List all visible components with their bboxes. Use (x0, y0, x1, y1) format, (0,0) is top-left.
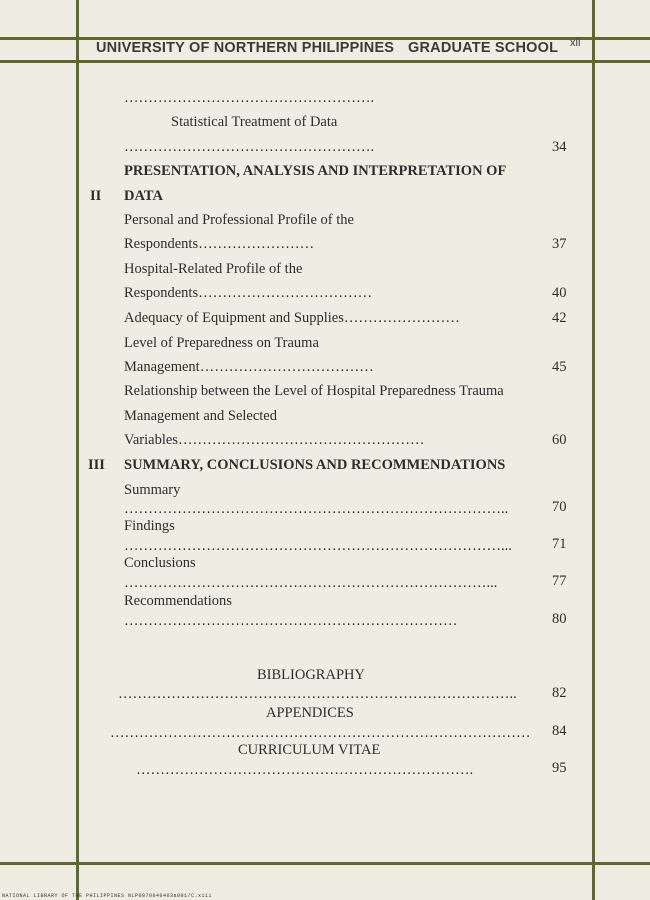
toc-page-number: 40 (552, 285, 567, 301)
toc-entry-hospital-profile-cont: Respondents……………………………… (124, 285, 373, 301)
toc-entry-recommendations: Recommendations (124, 593, 232, 609)
toc-entry-appendices: APPENDICES (266, 705, 354, 721)
school-name: GRADUATE SCHOOL (408, 40, 559, 56)
toc-entry-adequacy: Adequacy of Equipment and Supplies…………………… (124, 310, 460, 326)
toc-entry-bibliography: BIBLIOGRAPHY (257, 667, 365, 683)
page-header (96, 40, 559, 56)
toc-page-number: 77 (552, 573, 567, 589)
chapter-title: SUMMARY, CONCLUSIONS AND RECOMMENDATIONS (124, 457, 506, 473)
toc-entry-statistical-treatment: Statistical Treatment of Data (171, 114, 338, 130)
chapter-numeral: II (90, 188, 102, 204)
scan-stamp: NATIONAL LIBRARY OF THE PHILIPPINES NLP0070040403a001/C.xiii (2, 893, 213, 899)
toc-leader: ……………………………………………………………. (136, 762, 474, 778)
toc-leader: …………………………………………………………………….. (124, 501, 509, 517)
toc-page-number: 37 (552, 236, 567, 252)
toc-entry-summary: Summary (124, 482, 181, 498)
toc-leader: …………………………………………………………………... (124, 575, 498, 591)
toc-page-number: 71 (552, 536, 567, 552)
toc-entry-conclusions: Conclusions (124, 555, 196, 571)
left-border-line (76, 0, 79, 900)
toc-leader: …………………………………………………………… (124, 613, 458, 629)
toc-page-number: 95 (552, 760, 567, 776)
toc-entry-curriculum-vitae: CURRICULUM VITAE (238, 742, 381, 758)
chapter-title: PRESENTATION, ANALYSIS AND INTERPRETATION OF (124, 163, 507, 179)
chapter-title: DATA (124, 188, 163, 204)
toc-leader: ……………………………………………………………………... (124, 538, 512, 554)
toc-leader: ……………………………………………. (124, 90, 375, 106)
university-name: UNIVERSITY OF NORTHERN PHILIPPINES (96, 40, 395, 56)
toc-page-number: 42 (552, 310, 567, 326)
toc-entry-preparedness: Level of Preparedness on Trauma (124, 335, 319, 351)
toc-leader: ……………………………………………………………………….. (118, 686, 517, 702)
toc-leader: ……………………………………………. (124, 139, 375, 155)
toc-page-number: 60 (552, 432, 567, 448)
toc-entry-findings: Findings (124, 518, 175, 534)
page-number: xii (570, 37, 581, 49)
toc-page-number: 34 (552, 139, 567, 155)
toc-entry-relationship-cont: Variables…………………………………………… (124, 432, 425, 448)
toc-page-number: 84 (552, 723, 567, 739)
toc-page-number: 45 (552, 359, 567, 375)
toc-page-number: 70 (552, 499, 567, 515)
header-bottom-line (0, 60, 650, 63)
toc-entry-preparedness-cont: Management……………………………… (124, 359, 374, 375)
toc-page-number: 80 (552, 611, 567, 627)
toc-entry-hospital-profile: Hospital-Related Profile of the (124, 261, 303, 277)
toc-entry-profile-cont: Respondents…………………… (124, 236, 315, 252)
footer-line (0, 862, 650, 865)
right-border-line (592, 0, 595, 900)
toc-entry-profile: Personal and Professional Profile of the (124, 212, 354, 228)
chapter-numeral: III (88, 457, 105, 473)
toc-entry-relationship: Relationship between the Level of Hospital Preparedness Trauma (124, 383, 504, 399)
toc-page-number: 82 (552, 685, 567, 701)
toc-leader: …………………………………………………………………………… (110, 725, 531, 741)
toc-entry-relationship-cont: Management and Selected (124, 408, 277, 424)
